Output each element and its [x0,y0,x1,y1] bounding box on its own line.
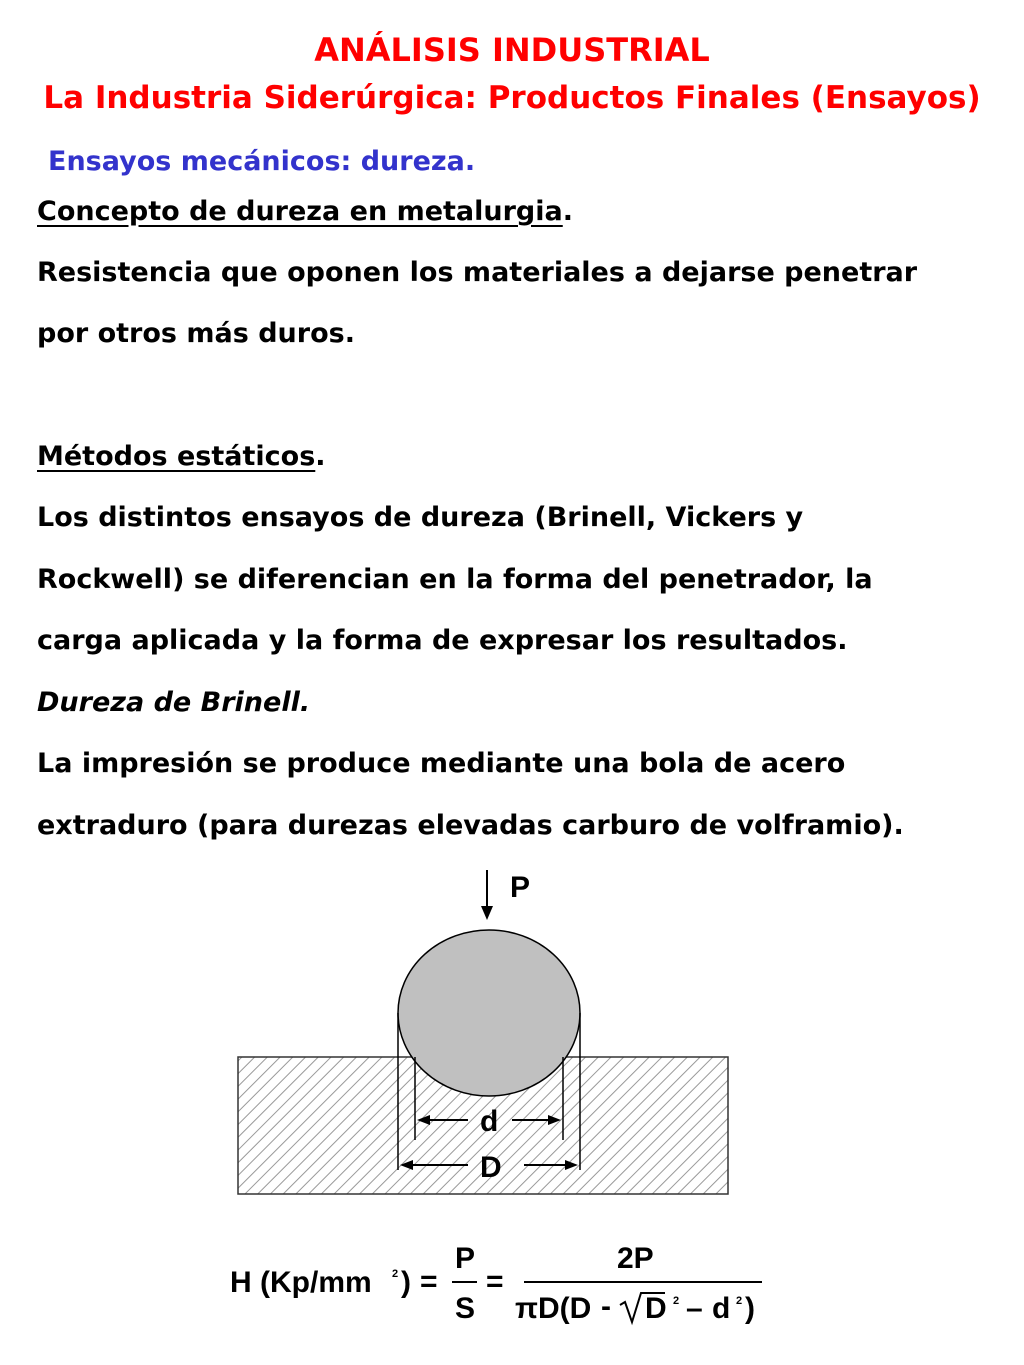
brinell-heading: Dureza de Brinell. [37,687,311,718]
formula-denominator-2-minus-2: – [686,1292,703,1325]
page-subtitle: La Industria Siderúrgica: Productos Finales (Ensayos) [43,80,981,116]
brinell-line-2: extraduro (para durezas elevadas carburo de volframio). [37,810,904,841]
formula-denominator-2-minus: - [601,1290,611,1323]
page-title: ANÁLISIS INDUSTRIAL [314,31,710,69]
formula-equals-1: = [420,1265,438,1298]
formula-denominator-1: S [455,1292,476,1325]
concept-heading: Concepto de dureza en metalurgia [37,196,563,227]
static-methods-line-2: Rockwell) se diferencian en la forma del penetrador, la [37,564,873,595]
concept-heading-punct: . [562,196,574,227]
ball-diameter-label: D [480,1151,502,1184]
formula-denominator-2-exp-2: 2 [736,1295,743,1307]
static-methods-heading: Métodos estáticos [37,441,316,472]
indent-diameter-label: d [480,1105,499,1138]
formula-lhs-close: ) [401,1266,411,1299]
formula-denominator-2-exp-1: 2 [673,1295,680,1307]
concept-text-line-2: por otros más duros. [37,318,355,349]
formula-lhs-exponent: 2 [392,1268,399,1280]
brinell-line-1: La impresión se produce mediante una bola de acero [37,748,846,779]
formula-equals-2: = [486,1265,504,1298]
formula-denominator-2-close: ) [745,1292,755,1325]
formula-numerator-2: 2P [617,1242,654,1275]
concept-text-line-1: Resistencia que oponen los materiales a dejarse penetrar [37,257,918,288]
formula-denominator-2-D: D [645,1292,667,1325]
formula-denominator-2-d: d [712,1292,731,1325]
formula-lhs: H (Kp/mm [230,1266,372,1299]
static-methods-line-1: Los distintos ensayos de dureza (Brinell, Vickers y [37,502,804,533]
static-methods-line-3: carga aplicada y la forma de expresar los resultados. [37,625,848,656]
load-label: P [510,871,531,904]
section-heading: Ensayos mecánicos: dureza. [48,146,476,177]
formula-numerator-1: P [455,1242,476,1275]
static-methods-heading-punct: . [315,441,326,472]
formula-denominator-2-part-a: πD(D [515,1292,592,1325]
